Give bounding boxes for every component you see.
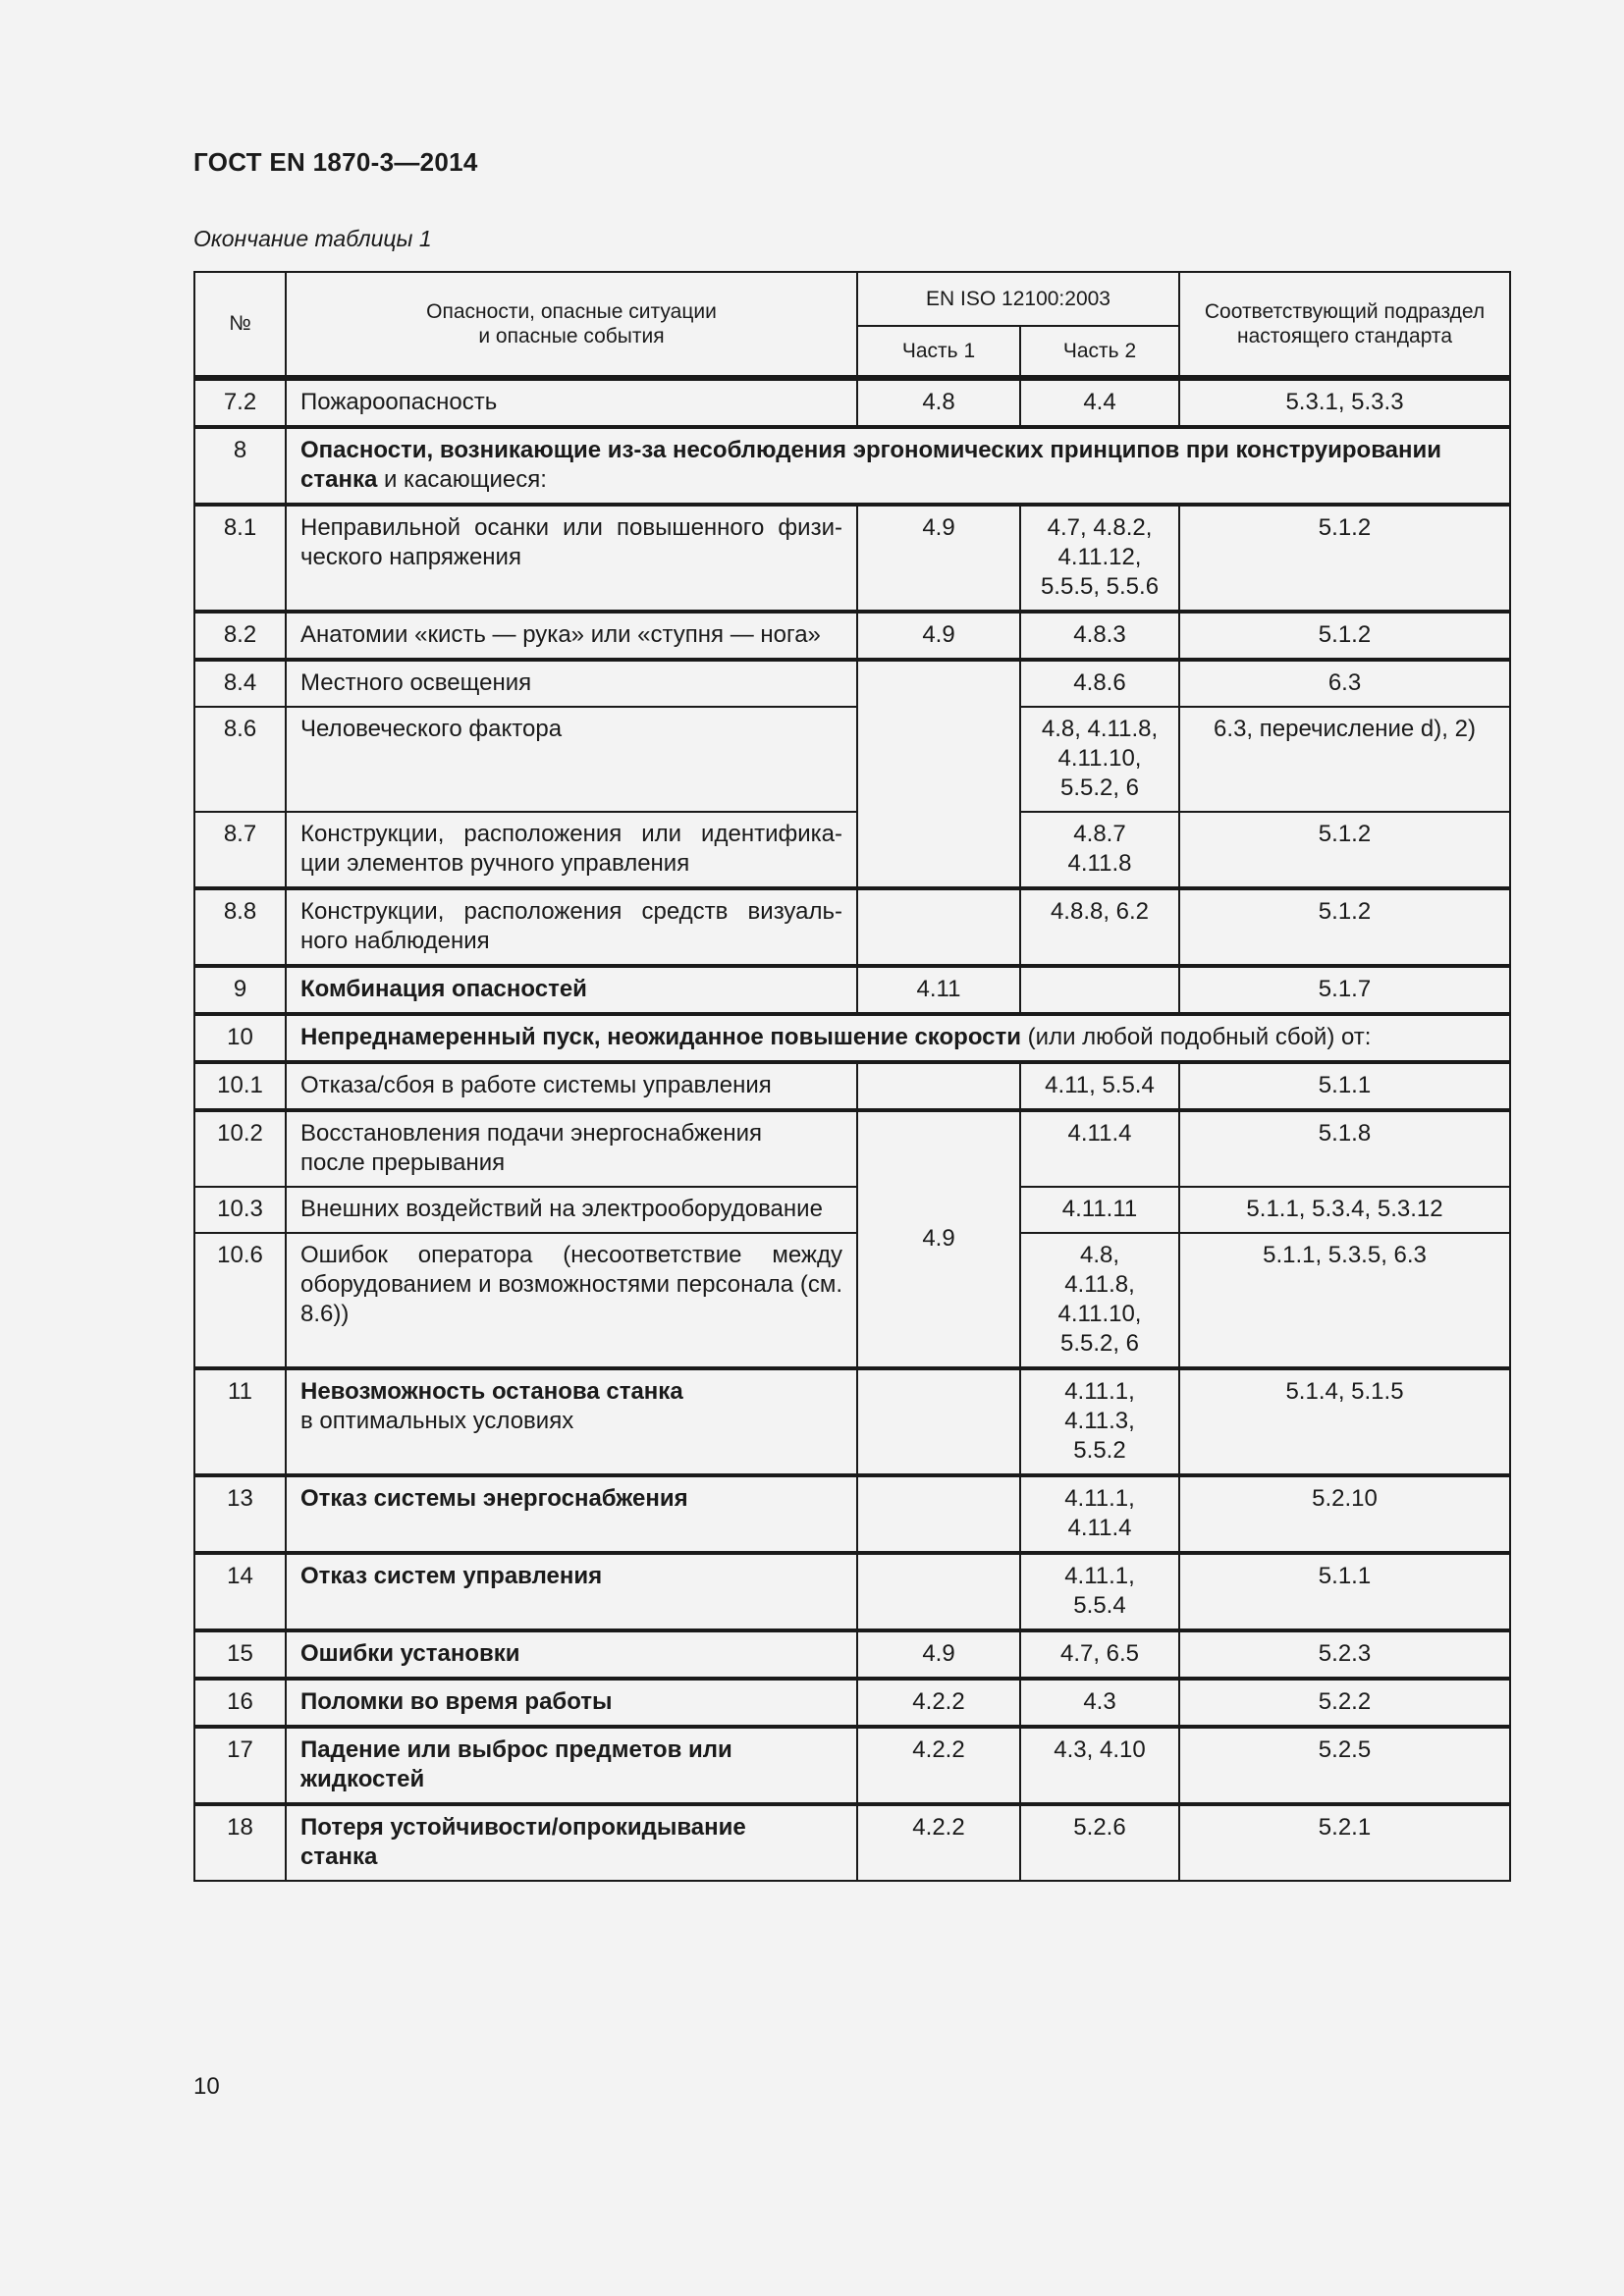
row-part1: 4.2.2	[857, 1727, 1020, 1804]
page-number: 10	[193, 2073, 220, 2100]
row-number: 8	[194, 427, 286, 505]
row-subsection: 5.1.1	[1179, 1553, 1510, 1630]
row-subsection: 5.1.2	[1179, 505, 1510, 612]
table-row	[194, 660, 1510, 707]
row-description: Человеческого фактора	[286, 707, 857, 812]
header-subsection: Соответствующий подраздел настоящего стандарта	[1179, 272, 1510, 378]
row-subsection: 5.1.1	[1179, 1062, 1510, 1110]
row-subsection: 5.2.10	[1179, 1475, 1510, 1553]
row-description	[286, 1014, 1510, 1062]
row-description: Конструкции, расположения средств визуаль-ного наблюдения	[286, 888, 857, 966]
row-part1-empty	[857, 888, 1020, 966]
row-part1: 4.2.2	[857, 1804, 1020, 1881]
row-part2: 4.11.4	[1020, 1110, 1179, 1187]
row-part2: 4.11.11	[1020, 1187, 1179, 1233]
row-number: 16	[194, 1679, 286, 1727]
row-description: Восстановления подачи энергоснабжения после прерывания	[286, 1110, 857, 1187]
row-description-bold: Отказ систем управления	[300, 1563, 603, 1589]
row-part1: 4.9	[857, 612, 1020, 660]
row-part2: 4.7, 4.8.2, 4.11.12, 5.5.5, 5.5.6	[1020, 505, 1179, 612]
row-part2: 4.8.7 4.11.8	[1020, 812, 1179, 888]
header-hazards: Опасности, опасные ситуации и опасные события	[286, 272, 857, 378]
hazards-table	[193, 271, 1511, 1882]
row-part1: 4.9	[857, 505, 1020, 612]
row-part2: 4.8.8, 6.2	[1020, 888, 1179, 966]
row-description	[286, 1368, 857, 1475]
row-description-bold: Падение или выброс предметов или жидкостей	[300, 1736, 732, 1792]
row-description	[286, 1475, 857, 1553]
row-subsection: 5.2.5	[1179, 1727, 1510, 1804]
row-description-tail: и касающиеся:	[377, 466, 547, 493]
table-row	[194, 707, 1510, 812]
table-row	[194, 1804, 1510, 1881]
table-row	[194, 612, 1510, 660]
row-description	[286, 1679, 857, 1727]
table-row	[194, 1110, 1510, 1187]
row-part2-empty	[1020, 966, 1179, 1014]
row-subsection: 5.2.2	[1179, 1679, 1510, 1727]
row-number: 8.4	[194, 660, 286, 707]
row-part2: 5.2.6	[1020, 1804, 1179, 1881]
row-number: 10.1	[194, 1062, 286, 1110]
row-number: 13	[194, 1475, 286, 1553]
table-row	[194, 888, 1510, 966]
row-description-tail: (или любой подобный сбой) от:	[1021, 1024, 1372, 1050]
table-row	[194, 505, 1510, 612]
row-subsection: 5.1.1, 5.3.4, 5.3.12	[1179, 1187, 1510, 1233]
row-number: 10.3	[194, 1187, 286, 1233]
row-number: 14	[194, 1553, 286, 1630]
table-row	[194, 378, 1510, 427]
row-number: 8.6	[194, 707, 286, 812]
table-row	[194, 812, 1510, 888]
row-part2: 4.11, 5.5.4	[1020, 1062, 1179, 1110]
table-row	[194, 1679, 1510, 1727]
row-part2: 4.8, 4.11.8, 4.11.10, 5.5.2, 6	[1020, 1233, 1179, 1368]
table-row	[194, 1062, 1510, 1110]
row-description-bold: Ошибки установки	[300, 1640, 520, 1667]
row-number: 8.7	[194, 812, 286, 888]
row-part1: 4.9	[857, 1630, 1020, 1679]
row-description-bold: Потеря устойчивости/опрокидывание станка	[300, 1814, 746, 1870]
row-subsection: 5.1.1, 5.3.5, 6.3	[1179, 1233, 1510, 1368]
row-part2: 4.11.1, 4.11.4	[1020, 1475, 1179, 1553]
row-description: Анатомии «кисть — рука» или «ступня — нога»	[286, 612, 857, 660]
row-number: 8.2	[194, 612, 286, 660]
row-description: Конструкции, расположения или идентифика-ции элементов ручного управления	[286, 812, 857, 888]
row-description: Внешних воздействий на электрооборудование	[286, 1187, 857, 1233]
row-part1: 4.8	[857, 378, 1020, 427]
table-row	[194, 1727, 1510, 1804]
row-part2: 4.3	[1020, 1679, 1179, 1727]
row-description	[286, 1727, 857, 1804]
row-number: 7.2	[194, 378, 286, 427]
header-en-iso: EN ISO 12100:2003	[857, 272, 1179, 326]
row-part2: 4.8.3	[1020, 612, 1179, 660]
row-subsection: 5.1.4, 5.1.5	[1179, 1368, 1510, 1475]
table-row	[194, 1368, 1510, 1475]
table-row	[194, 1233, 1510, 1368]
row-number: 10.6	[194, 1233, 286, 1368]
row-part1: 4.9	[857, 1110, 1020, 1368]
row-description	[286, 1804, 857, 1881]
row-number: 17	[194, 1727, 286, 1804]
header-part2: Часть 2	[1020, 326, 1179, 378]
row-subsection: 5.1.2	[1179, 812, 1510, 888]
row-subsection: 5.1.2	[1179, 612, 1510, 660]
row-description-bold: Комбинация опасностей	[300, 976, 587, 1002]
row-description: Пожароопасность	[286, 378, 857, 427]
row-part1-empty	[857, 660, 1020, 888]
row-description: Неправильной осанки или повышенного физи-ческого напряжения	[286, 505, 857, 612]
row-description: Местного освещения	[286, 660, 857, 707]
table-row	[194, 427, 1510, 505]
header-part1: Часть 1	[857, 326, 1020, 378]
row-description: Отказа/сбоя в работе системы управления	[286, 1062, 857, 1110]
row-part2: 4.8, 4.11.8, 4.11.10, 5.5.2, 6	[1020, 707, 1179, 812]
row-subsection: 5.2.3	[1179, 1630, 1510, 1679]
row-part1-empty	[857, 1368, 1020, 1475]
row-number: 8.8	[194, 888, 286, 966]
row-subsection: 5.1.8	[1179, 1110, 1510, 1187]
row-description-bold: Опасности, возникающие из-за несоблюдения эргономических принципов при конструировании станка	[300, 437, 1441, 493]
header-number: №	[194, 272, 286, 378]
row-part1: 4.11	[857, 966, 1020, 1014]
document-title: ГОСТ EN 1870-3—2014	[193, 147, 478, 177]
row-part2: 4.7, 6.5	[1020, 1630, 1179, 1679]
row-subsection: 6.3, перечисление d), 2)	[1179, 707, 1510, 812]
row-description	[286, 427, 1510, 505]
row-number: 10	[194, 1014, 286, 1062]
table-row	[194, 966, 1510, 1014]
row-description	[286, 966, 857, 1014]
row-number: 8.1	[194, 505, 286, 612]
row-part1: 4.2.2	[857, 1679, 1020, 1727]
row-number: 11	[194, 1368, 286, 1475]
row-description-bold: Отказ системы энергоснабжения	[300, 1485, 688, 1512]
row-subsection: 5.3.1, 5.3.3	[1179, 378, 1510, 427]
row-part2: 4.11.1, 4.11.3, 5.5.2	[1020, 1368, 1179, 1475]
row-part1-empty	[857, 1553, 1020, 1630]
table-row	[194, 1553, 1510, 1630]
row-part2: 4.3, 4.10	[1020, 1727, 1179, 1804]
row-description	[286, 1630, 857, 1679]
row-subsection: 5.1.7	[1179, 966, 1510, 1014]
row-number: 9	[194, 966, 286, 1014]
row-description	[286, 1553, 857, 1630]
table-row	[194, 1630, 1510, 1679]
row-subsection: 6.3	[1179, 660, 1510, 707]
row-part1-empty	[857, 1062, 1020, 1110]
row-number: 10.2	[194, 1110, 286, 1187]
row-subsection: 5.2.1	[1179, 1804, 1510, 1881]
row-part2: 4.8.6	[1020, 660, 1179, 707]
row-number: 18	[194, 1804, 286, 1881]
table-row	[194, 1475, 1510, 1553]
row-number: 15	[194, 1630, 286, 1679]
row-part2: 4.11.1, 5.5.4	[1020, 1553, 1179, 1630]
table-row	[194, 1187, 1510, 1233]
row-description: Ошибок оператора (несоответствие между оборудованием и возможностями персонала (см. 8.6))	[286, 1233, 857, 1368]
row-subsection: 5.1.2	[1179, 888, 1510, 966]
row-part2: 4.4	[1020, 378, 1179, 427]
table-row	[194, 1014, 1510, 1062]
row-description-tail: в оптимальных условиях	[300, 1408, 574, 1434]
row-description-bold: Непреднамеренный пуск, неожиданное повышение скорости	[300, 1024, 1022, 1050]
row-description-bold: Невозможность останова станка	[300, 1378, 683, 1405]
row-part1-empty	[857, 1475, 1020, 1553]
table-caption: Окончание таблицы 1	[193, 226, 432, 251]
row-description-bold: Поломки во время работы	[300, 1688, 613, 1715]
